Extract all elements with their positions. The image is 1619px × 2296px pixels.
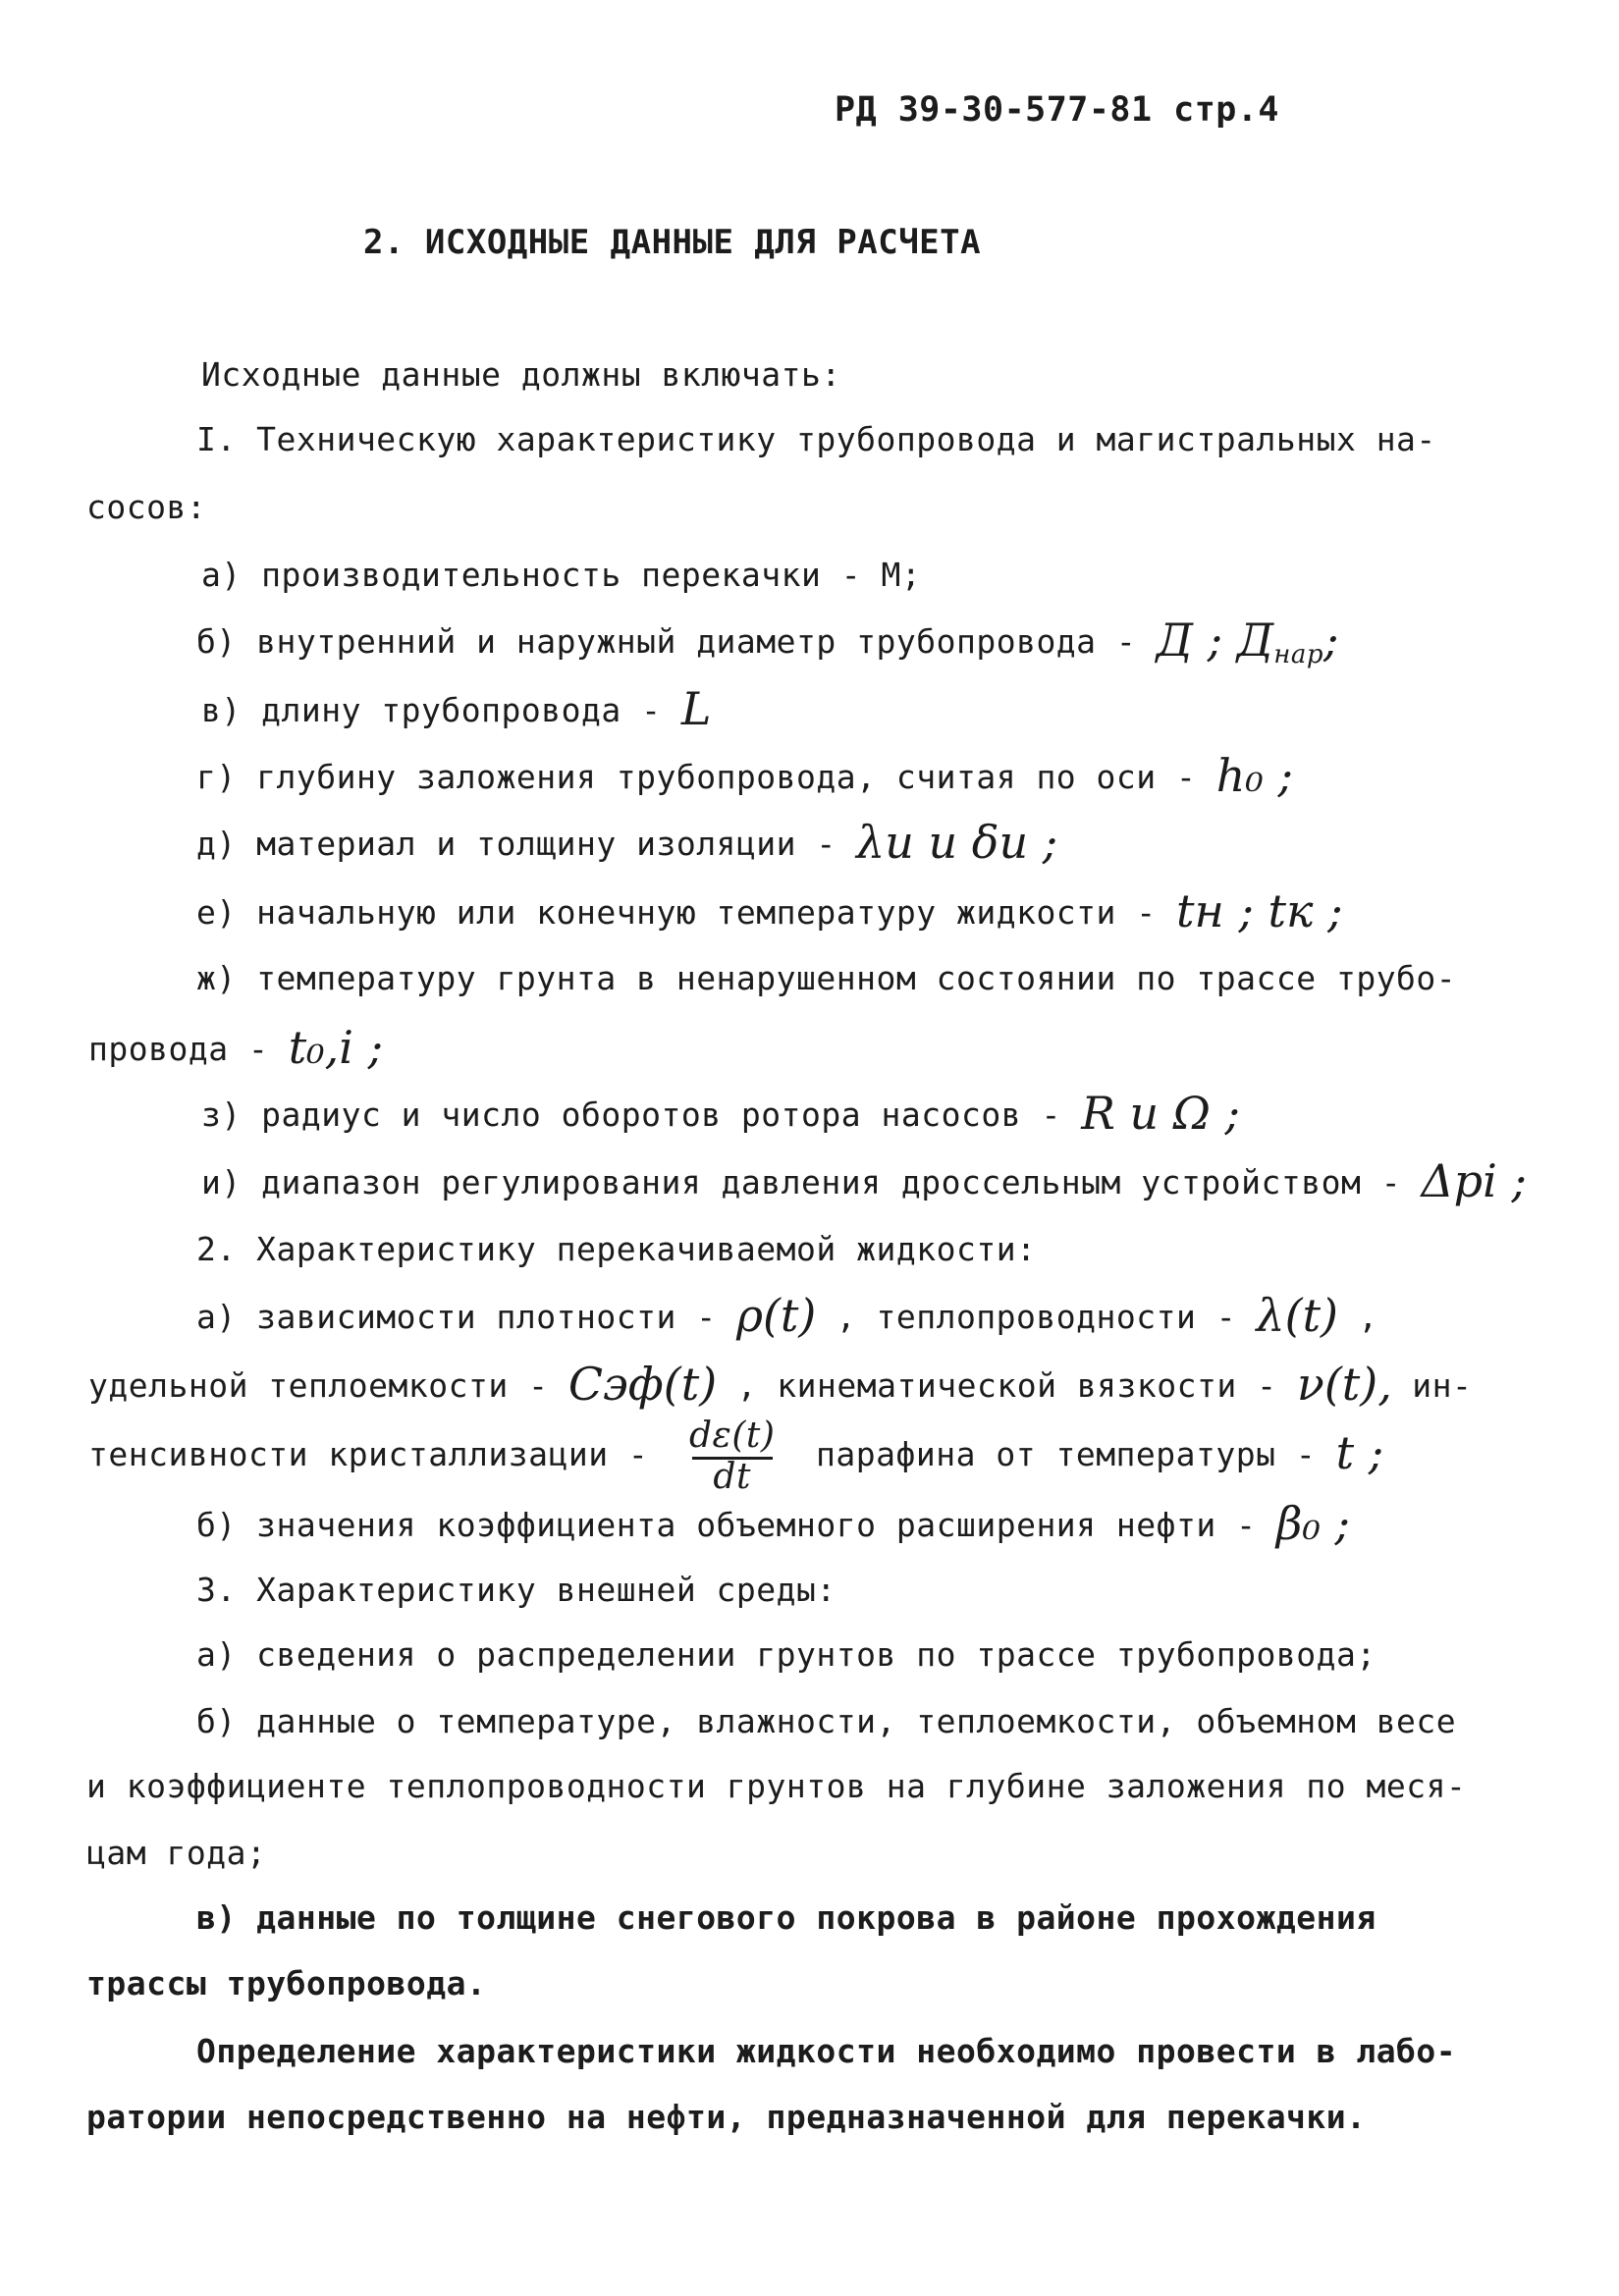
- s1-item-i-formula: Δpi ;: [1421, 1154, 1527, 1207]
- s1-item-b-end: ;: [1322, 614, 1339, 667]
- s1-item-a: а) производительность перекачки - М;: [201, 556, 922, 594]
- s1-item-zh-text: провода -: [88, 1030, 269, 1068]
- s3-item-a: а) сведения о распределении грунтов по трассе трубопровода;: [196, 1635, 1376, 1674]
- s1-title-line2: сосов:: [86, 488, 207, 526]
- s2-item-a-line2: [88, 1358, 1473, 1411]
- density-formula: ρ(t): [735, 1289, 817, 1342]
- s2-item-a-text4: удельной теплоемкости -: [88, 1366, 549, 1405]
- closing-line1: Определение характеристики жидкости необходимо провести в лабо-: [196, 2032, 1457, 2070]
- s1-item-e: [196, 884, 1343, 937]
- s1-item-zh-formula: t₀,i ;: [288, 1021, 384, 1074]
- s1-item-zh-line2: [88, 1021, 384, 1074]
- s3-item-b-line1: б) данные о температуре, влажности, теплоемкости, объемном весе: [196, 1702, 1457, 1740]
- closing-line2: ратории непосредственно на нефти, предназначенной для перекачки.: [86, 2098, 1367, 2136]
- s1-item-e-text: е) начальную или конечную температуру жидкости -: [196, 893, 1157, 932]
- conductivity-formula: λ(t): [1256, 1289, 1339, 1342]
- s1-item-g: [196, 749, 1293, 802]
- s1-item-z: [201, 1087, 1240, 1140]
- s1-item-g-formula: h₀ ;: [1215, 749, 1293, 802]
- s2-item-a-text7: тенсивности кристаллизации -: [88, 1435, 649, 1473]
- s2-item-a-text6: ин-: [1412, 1366, 1473, 1405]
- s1-item-b: [196, 614, 1339, 674]
- crystallization-rate-fraction: [688, 1417, 777, 1496]
- s2-item-a-line1: [196, 1289, 1378, 1342]
- s3-item-b-line2: и коэффициенте теплопроводности грунтов на глубине заложения по меся-: [86, 1767, 1467, 1805]
- s2-item-a-text5: , кинематической вязкости -: [736, 1366, 1277, 1405]
- s1-item-b-formula: Д ; Д: [1156, 614, 1274, 667]
- s1-item-b-subscript: нар: [1273, 640, 1323, 669]
- s2-item-a-text3: ,: [1358, 1298, 1378, 1336]
- s2-item-a-text8: парафина от температуры -: [816, 1435, 1317, 1473]
- temperature-formula: t ;: [1335, 1426, 1384, 1479]
- s1-item-b-text: б) внутренний и наружный диаметр трубопровода -: [196, 622, 1137, 661]
- fraction-denominator: dt: [713, 1456, 751, 1497]
- s1-item-i: [201, 1154, 1527, 1207]
- viscosity-formula: ν(t),: [1296, 1358, 1392, 1411]
- heat-capacity-formula: Cэф(t): [567, 1358, 718, 1411]
- s3-item-v-line1: в) данные по толщине снегового покрова в районе прохождения: [196, 1898, 1376, 1937]
- intro-text: Исходные данные должны включать:: [201, 355, 841, 394]
- s1-item-zh-line1: ж) температуру грунта в ненарушенном состоянии по трассе трубо-: [196, 959, 1457, 997]
- s2-item-b-text: б) значения коэффициента объемного расширения нефти -: [196, 1506, 1257, 1544]
- s1-item-z-formula: R и Ω ;: [1081, 1087, 1240, 1140]
- page-header: РД 39-30-577-81 стр.4: [835, 90, 1280, 130]
- s1-item-v-formula: L: [680, 682, 712, 735]
- s1-item-v-text: в) длину трубопровода -: [201, 691, 662, 729]
- fraction-numerator: dε(t): [688, 1415, 776, 1456]
- s1-item-z-text: з) радиус и число оборотов ротора насосов -: [201, 1095, 1061, 1134]
- s1-item-d: [196, 816, 1058, 869]
- s1-item-g-text: г) глубину заложения трубопровода, считая по оси -: [196, 758, 1197, 796]
- s1-item-v: [201, 682, 712, 735]
- expansion-coefficient-formula: β₀ ;: [1275, 1497, 1351, 1550]
- s1-item-d-formula: λи и δи ;: [856, 816, 1058, 869]
- s1-title-line1: I. Техническую характеристику трубопровода и магистральных на-: [196, 420, 1436, 458]
- s1-item-d-text: д) материал и толщину изоляции -: [196, 825, 836, 863]
- s2-title: 2. Характеристику перекачиваемой жидкости:: [196, 1230, 1037, 1268]
- s3-item-v-line2: трассы трубопровода.: [86, 1964, 487, 2002]
- s1-item-e-formula: tн ; tк ;: [1176, 884, 1343, 937]
- section-title: 2. ИСХОДНЫЕ ДАННЫЕ ДЛЯ РАСЧЕТА: [363, 223, 982, 262]
- s2-item-a-line3: [88, 1414, 1383, 1496]
- s1-item-i-text: и) диапазон регулирования давления дроссельным устройством -: [201, 1163, 1402, 1201]
- s2-item-b: [196, 1497, 1351, 1550]
- s3-item-b-line3: цам года;: [86, 1834, 267, 1872]
- s2-item-a-text1: а) зависимости плотности -: [196, 1298, 717, 1336]
- s3-title: 3. Характеристику внешней среды:: [196, 1571, 836, 1609]
- s2-item-a-text2: , теплопроводности -: [836, 1298, 1237, 1336]
